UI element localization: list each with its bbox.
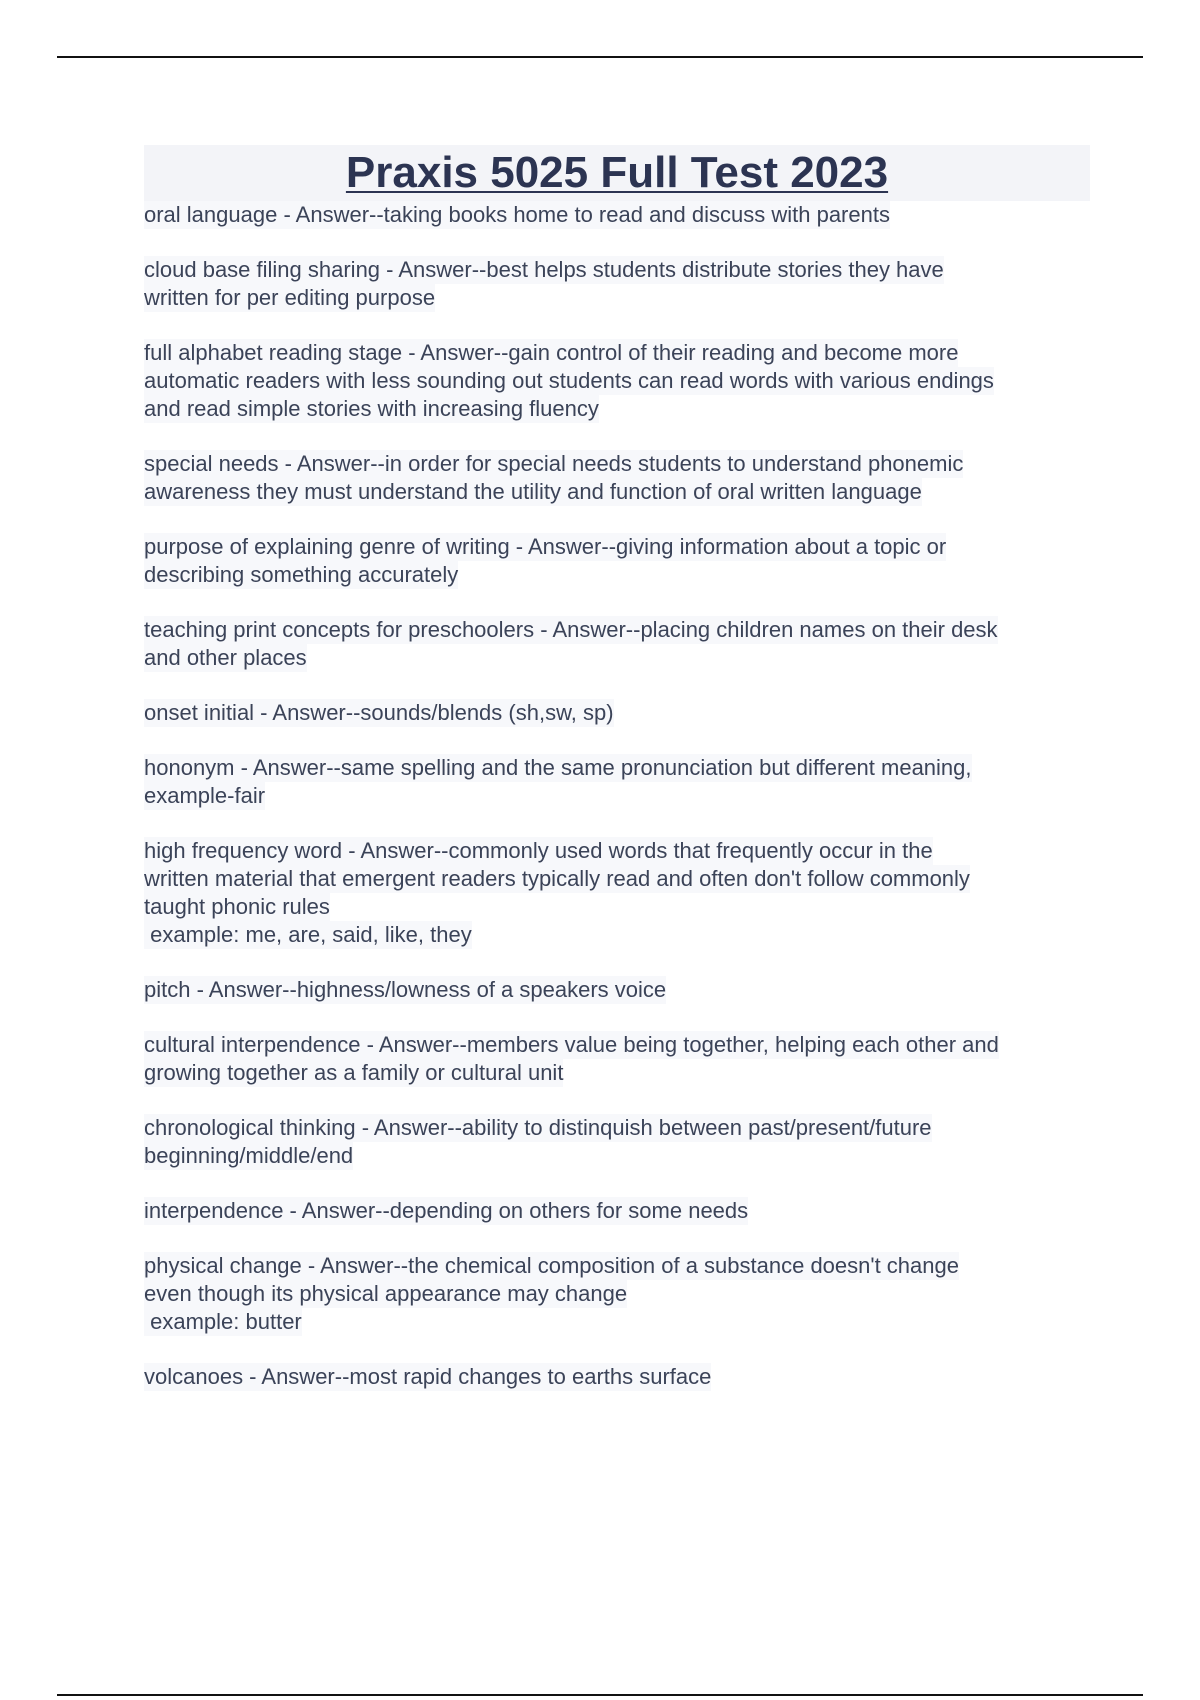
flashcard-line: example-fair xyxy=(144,783,266,808)
flashcard-line: beginning/middle/end xyxy=(144,1143,354,1168)
flashcard-entry xyxy=(144,339,1090,423)
flashcard-line: describing something accurately xyxy=(144,562,459,587)
flashcard-line: purpose of explaining genre of writing - Answer--giving information about a topic or xyxy=(144,534,947,559)
flashcard-entry xyxy=(144,699,1090,727)
flashcard-entry xyxy=(144,1252,1090,1336)
bottom-divider xyxy=(57,1694,1143,1696)
flashcard-line: cloud base filing sharing - Answer--best helps students distribute stories they have xyxy=(144,257,944,282)
flashcard-line: even though its physical appearance may change xyxy=(144,1281,628,1306)
flashcard-line: hononym - Answer--same spelling and the same pronunciation but different meaning, xyxy=(144,755,972,780)
flashcard-line: example: butter xyxy=(144,1309,302,1334)
flashcard-line: example: me, are, said, like, they xyxy=(144,922,472,947)
flashcard-line: written for per editing purpose xyxy=(144,285,436,310)
flashcard-entry xyxy=(144,201,1090,229)
flashcard-entry xyxy=(144,616,1090,672)
flashcard-list xyxy=(144,201,1090,1391)
flashcard-entry xyxy=(144,533,1090,589)
flashcard-entry xyxy=(144,1031,1090,1087)
title-band xyxy=(144,145,1090,201)
flashcard-line: volcanoes - Answer--most rapid changes to earths surface xyxy=(144,1364,712,1389)
flashcard-line: pitch - Answer--highness/lowness of a speakers voice xyxy=(144,977,667,1002)
flashcard-line: interpendence - Answer--depending on others for some needs xyxy=(144,1198,749,1223)
flashcard-line: written material that emergent readers typically read and often don't follow commonly xyxy=(144,866,970,891)
flashcard-line: awareness they must understand the utility and function of oral written language xyxy=(144,479,922,504)
flashcard-line: full alphabet reading stage - Answer--gain control of their reading and become more xyxy=(144,340,959,365)
flashcard-line: growing together as a family or cultural unit xyxy=(144,1060,564,1085)
document-body xyxy=(144,145,1090,1418)
flashcard-line: and read simple stories with increasing fluency xyxy=(144,396,599,421)
flashcard-line: high frequency word - Answer--commonly used words that frequently occur in the xyxy=(144,838,933,863)
flashcard-entry xyxy=(144,976,1090,1004)
top-divider xyxy=(57,56,1143,58)
page-title: Praxis 5025 Full Test 2023 xyxy=(345,148,889,197)
flashcard-line: automatic readers with less sounding out students can read words with various endings xyxy=(144,368,994,393)
flashcard-entry xyxy=(144,450,1090,506)
flashcard-line: cultural interpendence - Answer--members value being together, helping each other and xyxy=(144,1032,999,1057)
flashcard-line: chronological thinking - Answer--ability to distinquish between past/present/future xyxy=(144,1115,932,1140)
flashcard-entry xyxy=(144,1114,1090,1170)
flashcard-entry xyxy=(144,1197,1090,1225)
flashcard-line: physical change - Answer--the chemical composition of a substance doesn't change xyxy=(144,1253,959,1278)
flashcard-entry xyxy=(144,754,1090,810)
flashcard-line: oral language - Answer--taking books home to read and discuss with parents xyxy=(144,202,890,227)
flashcard-entry xyxy=(144,1363,1090,1391)
flashcard-line: onset initial - Answer--sounds/blends (sh,sw, sp) xyxy=(144,700,614,725)
flashcard-entry xyxy=(144,256,1090,312)
flashcard-line: taught phonic rules xyxy=(144,894,330,919)
flashcard-line: teaching print concepts for preschoolers - Answer--placing children names on their desk xyxy=(144,617,998,642)
flashcard-line: and other places xyxy=(144,645,307,670)
flashcard-line: special needs - Answer--in order for special needs students to understand phonemic xyxy=(144,451,964,476)
flashcard-entry xyxy=(144,837,1090,949)
